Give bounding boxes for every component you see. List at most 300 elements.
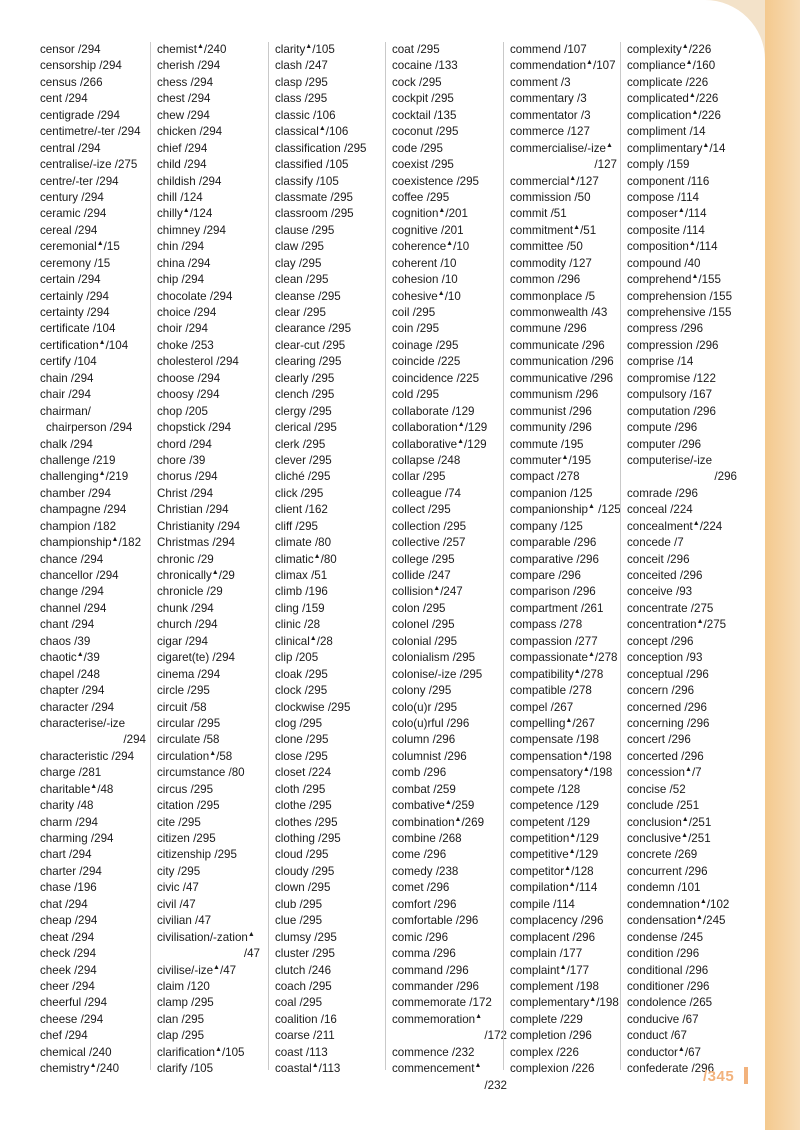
index-entry: clockwise /295 — [275, 700, 351, 714]
index-entry: coexistence /295 — [392, 174, 480, 188]
index-entry: condemnation▲/102 — [627, 897, 730, 911]
page-edge-tab — [765, 0, 800, 1130]
index-entry: complexity▲/226 — [627, 43, 712, 56]
index-entry: commerce /127 — [510, 125, 590, 139]
index-entry: chair /294 — [40, 388, 91, 402]
index-entry: cockpit /295 — [392, 92, 454, 106]
index-entry: citizen /295 — [157, 832, 216, 845]
index-entry: collect /295 — [392, 503, 451, 517]
index-entry: compound /40 — [627, 256, 701, 270]
index-entry: company /125 — [510, 519, 583, 533]
index-entry: clog /295 — [275, 716, 323, 730]
index-entry: classified /105 — [275, 158, 349, 172]
index-entry: Christian /294 — [157, 503, 229, 517]
index-entry: church /294 — [157, 618, 218, 632]
index-entry: chat /294 — [40, 897, 88, 911]
index-entry: come /296 — [392, 848, 447, 862]
index-entry: combine /268 — [392, 832, 462, 845]
index-entry: colleague /74 — [392, 486, 461, 500]
index-entry: ceramic /294 — [40, 207, 107, 221]
index-entry: change /294 — [40, 585, 104, 599]
index-entry: cheese /294 — [40, 1012, 104, 1026]
index-entry: coarse /211 — [275, 1029, 335, 1043]
index-entry: clay /295 — [275, 256, 322, 270]
index-entry: command /296 — [392, 963, 469, 977]
index-entry: cognition▲/201 — [392, 207, 468, 221]
index-entry: compensate /198 — [510, 733, 599, 747]
index-entry: cloud /295 — [275, 848, 329, 862]
index-entry: commander /296 — [392, 979, 479, 993]
index-entry: compliment /14 — [627, 125, 706, 139]
index-entry: chip /294 — [157, 273, 205, 287]
index-entry: conceptual /296 — [627, 667, 709, 681]
index-entry: clown /295 — [275, 881, 331, 895]
index-entry: cold /295 — [392, 388, 440, 402]
index-entry: clinical▲/28 — [275, 634, 333, 648]
index-entry: comfortable /296 — [392, 914, 479, 928]
index-entry: close /295 — [275, 749, 328, 763]
index-entry: colonialism /295 — [392, 651, 476, 665]
index-entry: comprise /14 — [627, 355, 694, 369]
index-entry: composition▲/114 — [627, 240, 718, 254]
index-entry: champagne /294 — [40, 503, 127, 517]
index-entry: complain /177 — [510, 947, 583, 961]
index-entry: charitable▲/48 — [40, 782, 114, 796]
index-entry: communism /296 — [510, 388, 599, 402]
index-entry: complete /229 — [510, 1012, 583, 1026]
index-entry: compatible /278 — [510, 684, 592, 698]
index-entry: characterise/-ize — [40, 716, 126, 730]
index-entry: cereal /294 — [40, 223, 98, 237]
index-entry: combat /259 — [392, 782, 456, 796]
index-entry: comparative /296 — [510, 552, 599, 566]
index-entry: championship▲/182 — [40, 536, 142, 550]
index-entry: compromise /122 — [627, 371, 716, 385]
index-entry: channel /294 — [40, 601, 107, 615]
index-entry: commitment▲/51 — [510, 223, 597, 237]
index-entry: complacency /296 — [510, 914, 604, 928]
index-entry: composite /114 — [627, 223, 705, 237]
index-entry: cock /295 — [392, 75, 442, 89]
index-entry: circuit /58 — [157, 700, 207, 714]
index-entry: commencement▲ — [392, 1062, 482, 1076]
index-entry: challenge /219 — [40, 453, 116, 467]
index-entry: concentration▲/275 — [627, 618, 727, 632]
index-entry: /294 — [123, 733, 146, 747]
index-entry: cigaret(te) /294 — [157, 651, 235, 665]
index-entry: chronic /29 — [157, 552, 214, 566]
index-entry: coincidence /225 — [392, 371, 480, 385]
index-column-3 — [275, 42, 378, 1078]
index-entry: competent /129 — [510, 815, 590, 829]
index-entry: complex /226 — [510, 1045, 579, 1059]
index-entry: cluster /295 — [275, 947, 335, 961]
index-entry: /172 — [484, 1029, 507, 1043]
index-entry: coexist /295 — [392, 158, 454, 172]
index-entry: Christianity /294 — [157, 519, 241, 533]
index-entry: cheap /294 — [40, 914, 98, 928]
index-entry: colonial /295 — [392, 634, 458, 648]
index-entry: college /295 — [392, 552, 455, 566]
index-entry: coastal▲/113 — [275, 1062, 341, 1076]
index-entry: competition▲/129 — [510, 832, 599, 845]
index-entry: cinema /294 — [157, 667, 221, 681]
index-entry: concurrent /296 — [627, 864, 708, 878]
index-entry: compass /278 — [510, 618, 583, 632]
index-entry: commute /195 — [510, 437, 584, 451]
index-entry: conductor▲/67 — [627, 1045, 701, 1059]
index-entry: circle /295 — [157, 684, 210, 698]
index-entry: collision▲/247 — [392, 585, 463, 599]
index-entry: communication /296 — [510, 355, 614, 369]
index-entry: compilation▲/114 — [510, 881, 598, 895]
index-entry: chunk /294 — [157, 601, 214, 615]
index-entry: complimentary▲/14 — [627, 141, 726, 155]
index-entry: compensation▲/198 — [510, 749, 612, 763]
index-entry: certainty /294 — [40, 306, 110, 319]
index-entry: clear /295 — [275, 306, 326, 319]
index-entry: civilian /47 — [157, 914, 212, 928]
index-entry: cheat /294 — [40, 930, 95, 944]
index-entry: columnist /296 — [392, 749, 467, 763]
page-number-bar — [744, 1067, 748, 1084]
index-entry: compete /128 — [510, 782, 581, 796]
index-entry: component /116 — [627, 174, 710, 188]
index-entry: concerning /296 — [627, 716, 710, 730]
index-entry: clone /295 — [275, 733, 329, 747]
index-entry: condensation▲/245 — [627, 914, 726, 928]
index-entry: comply /159 — [627, 158, 690, 172]
index-entry: citation /295 — [157, 799, 220, 813]
index-entry: certify /104 — [40, 355, 97, 369]
index-entry: compress /296 — [627, 322, 704, 336]
index-entry: compartment /261 — [510, 601, 604, 615]
index-entry: charming /294 — [40, 832, 114, 845]
index-entry: conceive /93 — [627, 585, 693, 599]
index-entry: cigar /294 — [157, 634, 208, 648]
index-entry: concerned /296 — [627, 700, 707, 714]
index-entry: concerted /296 — [627, 749, 704, 763]
index-entry: conclusion▲/251 — [627, 815, 712, 829]
index-entry: commence /232 — [392, 1045, 475, 1059]
index-entry: claim /120 — [157, 979, 210, 993]
index-entry: clothes /295 — [275, 815, 338, 829]
index-entry: complaint▲/177 — [510, 963, 590, 977]
index-entry: complication▲/226 — [627, 108, 721, 122]
index-entry: commemoration▲ — [392, 1012, 483, 1026]
index-entry: concentrate /275 — [627, 601, 714, 615]
index-entry: comment /3 — [510, 75, 571, 89]
index-entry: chemical /240 — [40, 1045, 112, 1059]
index-entry: collection /295 — [392, 519, 467, 533]
index-entry: conceit /296 — [627, 552, 690, 566]
index-entry: conception /93 — [627, 651, 703, 665]
index-entry: coffee /295 — [392, 190, 450, 204]
index-entry: civic /47 — [157, 881, 199, 895]
index-entry: complacent /296 — [510, 930, 596, 944]
index-entry: chief /294 — [157, 141, 208, 155]
index-entry: concession▲/7 — [627, 766, 702, 780]
index-entry: comfort /296 — [392, 897, 457, 911]
index-entry: character /294 — [40, 700, 115, 714]
index-entry: charge /281 — [40, 766, 102, 780]
index-entry: coast /113 — [275, 1045, 328, 1059]
index-entry: comprehensive /155 — [627, 306, 732, 319]
index-entry: commonwealth /43 — [510, 306, 608, 319]
index-entry: cocktail /135 — [392, 108, 457, 122]
index-entry: computer /296 — [627, 437, 702, 451]
index-entry: classification /295 — [275, 141, 367, 155]
index-entry: comprehension /155 — [627, 289, 733, 303]
index-entry: clutch /246 — [275, 963, 332, 977]
index-entry: chain /294 — [40, 371, 94, 385]
index-entry: clearly /295 — [275, 371, 335, 385]
index-entry: communicate /296 — [510, 338, 605, 352]
index-entry: conclude /251 — [627, 799, 700, 813]
index-entry: conducive /67 — [627, 1012, 699, 1026]
index-entry: clearing /295 — [275, 355, 342, 369]
index-entry: comparable /296 — [510, 536, 597, 550]
index-entry: clean /295 — [275, 273, 329, 287]
index-entry: cohesion /10 — [392, 273, 458, 287]
index-entry: ceremonial▲/15 — [40, 240, 120, 254]
index-entry: compelling▲/267 — [510, 716, 595, 730]
index-entry: commune /296 — [510, 322, 587, 336]
index-entry: combative▲/259 — [392, 799, 475, 813]
index-entry: collective /257 — [392, 536, 466, 550]
index-entry: comparison /296 — [510, 585, 596, 599]
index-entry: clergy /295 — [275, 404, 332, 418]
index-entry: complementary▲/198 — [510, 996, 619, 1010]
index-entry: coin /295 — [392, 322, 440, 336]
index-entry: colo(u)rful /296 — [392, 716, 470, 730]
index-entry: chopstick /294 — [157, 421, 232, 435]
index-entry: census /266 — [40, 75, 103, 89]
index-entry: common /296 — [510, 273, 581, 287]
index-entry: conditional /296 — [627, 963, 709, 977]
index-entry: chalk /294 — [40, 437, 93, 451]
index-entry: computerise/-ize — [627, 453, 713, 467]
index-entry: chord /294 — [157, 437, 212, 451]
index-entry: ceremony /15 — [40, 256, 111, 270]
index-entry: completion /296 — [510, 1029, 592, 1043]
index-entry: comrade /296 — [627, 486, 698, 500]
index-entry: colo(u)r /295 — [392, 700, 458, 714]
index-entry: clan /295 — [157, 1012, 205, 1026]
index-entry: classical▲/106 — [275, 125, 349, 139]
index-entry: compute /296 — [627, 421, 698, 435]
index-entry: condense /245 — [627, 930, 704, 944]
index-entry: cloth /295 — [275, 782, 326, 796]
index-entry: code /295 — [392, 141, 443, 155]
index-entry: city /295 — [157, 864, 201, 878]
index-entry: classmate /295 — [275, 190, 353, 204]
index-entry: chairperson /294 — [46, 421, 133, 435]
index-entry: complicate /226 — [627, 75, 709, 89]
index-entry: chance /294 — [40, 552, 104, 566]
index-entry: Christ /294 — [157, 486, 214, 500]
index-entry: competitor▲/128 — [510, 864, 594, 878]
index-entry: choosy /294 — [157, 388, 220, 402]
index-entry: clamp /295 — [157, 996, 214, 1010]
index-entry: chart /294 — [40, 848, 92, 862]
index-entry: coil /295 — [392, 306, 436, 319]
index-entry: cheek /294 — [40, 963, 97, 977]
index-entry: citizenship /295 — [157, 848, 237, 862]
index-entry: check /294 — [40, 947, 97, 961]
index-entry: coconut /295 — [392, 125, 459, 139]
index-entry: chop /205 — [157, 404, 208, 418]
index-entry: colonel /295 — [392, 618, 455, 632]
index-entry: champion /182 — [40, 519, 117, 533]
index-entry: classic /106 — [275, 108, 336, 122]
index-entry: chin /294 — [157, 240, 205, 254]
index-entry: chore /39 — [157, 453, 206, 467]
index-entry: chancellor /294 — [40, 569, 119, 582]
index-entry: challenging▲/219 — [40, 470, 129, 484]
index-entry: concede /7 — [627, 536, 684, 550]
index-entry: compare /296 — [510, 569, 581, 582]
index-entry: column /296 — [392, 733, 456, 747]
index-entry: click /295 — [275, 486, 324, 500]
index-entry: colon /295 — [392, 601, 446, 615]
index-entry: coinage /295 — [392, 338, 459, 352]
index-entry: cloak /295 — [275, 667, 328, 681]
index-entry: charm /294 — [40, 815, 98, 829]
index-entry: childish /294 — [157, 174, 222, 188]
index-entry: classify /105 — [275, 174, 339, 188]
index-entry: cherish /294 — [157, 59, 221, 73]
index-entry: client /162 — [275, 503, 328, 517]
index-entry: clue /295 — [275, 914, 323, 928]
index-entry: centre/-ter /294 — [40, 174, 119, 188]
index-entry: complicated▲/226 — [627, 92, 719, 106]
index-entry: chill /124 — [157, 190, 203, 204]
index-entry: condolence /265 — [627, 996, 713, 1010]
index-entry: composer▲/114 — [627, 207, 707, 221]
index-entry: coal /295 — [275, 996, 323, 1010]
index-entry: conduct /67 — [627, 1029, 687, 1043]
index-entry: communicative /296 — [510, 371, 614, 385]
index-entry: chaotic▲/39 — [40, 651, 100, 665]
index-entry: central /294 — [40, 141, 101, 155]
index-entry: condemn /101 — [627, 881, 701, 895]
index-column-1 — [40, 42, 146, 1078]
index-entry: conditioner /296 — [627, 979, 710, 993]
index-entry: commodity /127 — [510, 256, 592, 270]
index-entry: chapter /294 — [40, 684, 105, 698]
index-entry: cliché /295 — [275, 470, 331, 484]
index-entry: companion /125 — [510, 486, 593, 500]
index-entry: cliff /295 — [275, 519, 318, 533]
index-entry: compatibility▲/278 — [510, 667, 604, 681]
index-entry: clinic /28 — [275, 618, 321, 632]
index-entry: commentary /3 — [510, 92, 587, 106]
index-entry: charity /48 — [40, 799, 94, 813]
index-entry: collapse /248 — [392, 453, 461, 467]
index-entry: climb /196 — [275, 585, 328, 599]
index-entry: chorus /294 — [157, 470, 218, 484]
index-entry: clarification▲/105 — [157, 1045, 245, 1059]
index-entry: commentator /3 — [510, 108, 591, 122]
index-entry: charter /294 — [40, 864, 102, 878]
index-entry: circulate /58 — [157, 733, 220, 747]
index-entry: chant /294 — [40, 618, 95, 632]
index-entry: commendation▲/107 — [510, 59, 616, 73]
index-entry: conclusive▲/251 — [627, 832, 711, 845]
index-entry: choose /294 — [157, 371, 221, 385]
index-entry: chocolate /294 — [157, 289, 233, 303]
index-column-5 — [510, 42, 621, 1078]
index-entry: chimney /294 — [157, 223, 226, 237]
index-entry: civil /47 — [157, 897, 196, 911]
index-entry: chamber /294 — [40, 486, 111, 500]
index-entry: centigrade /294 — [40, 108, 120, 122]
index-entry: commuter▲/195 — [510, 453, 592, 467]
index-entry: comic /296 — [392, 930, 449, 944]
index-entry: coherence▲/10 — [392, 240, 470, 254]
index-entry: compulsory /167 — [627, 388, 713, 402]
index-entry: colony /295 — [392, 684, 452, 698]
index-entry: closet /224 — [275, 766, 332, 780]
index-column-6 — [627, 42, 737, 1078]
index-entry: cohesive▲/10 — [392, 289, 461, 303]
index-entry: civilisation/-zation▲ — [157, 930, 255, 944]
index-entry: concealment▲/224 — [627, 519, 723, 533]
index-entry: commission /50 — [510, 190, 591, 204]
index-entry: competence /129 — [510, 799, 599, 813]
index-entry: clench /295 — [275, 388, 335, 402]
index-entry: compliance▲/160 — [627, 59, 716, 73]
index-entry: competitive▲/129 — [510, 848, 599, 862]
index-entry: climate /80 — [275, 536, 332, 550]
index-entry: clearance /295 — [275, 322, 352, 336]
index-entry: cling /159 — [275, 601, 325, 615]
index-entry: cheerful /294 — [40, 996, 108, 1010]
index-entry: chemistry▲/240 — [40, 1062, 120, 1076]
index-entry: compose /114 — [627, 190, 699, 204]
index-entry: cheer /294 — [40, 979, 95, 993]
index-entry: coherent /10 — [392, 256, 457, 270]
index-entry: clear-cut /295 — [275, 338, 346, 352]
index-entry: chronicle /29 — [157, 585, 223, 599]
index-entry: concern /296 — [627, 684, 695, 698]
index-entry: climax /51 — [275, 569, 328, 582]
index-entry: coach /295 — [275, 979, 332, 993]
index-entry: compassion /277 — [510, 634, 598, 648]
index-entry: censor /294 — [40, 43, 101, 56]
index-entry: climatic▲/80 — [275, 552, 337, 566]
index-entry: clarity▲/105 — [275, 43, 335, 56]
index-entry: collide /247 — [392, 569, 451, 582]
index-column-4 — [392, 42, 507, 1094]
index-entry: comedy /238 — [392, 864, 459, 878]
index-entry: compile /114 — [510, 897, 575, 911]
index-entry: club /295 — [275, 897, 323, 911]
index-entry: circus /295 — [157, 782, 214, 796]
index-entry: coalition /16 — [275, 1012, 337, 1026]
index-entry: collaboration▲/129 — [392, 421, 488, 435]
index-entry: compassionate▲/278 — [510, 651, 618, 665]
index-entry: conceited /296 — [627, 569, 703, 582]
index-entry: child /294 — [157, 158, 207, 172]
index-entry: collaborative▲/129 — [392, 437, 487, 451]
index-entry: compel /267 — [510, 700, 574, 714]
index-entry: collaborate /129 — [392, 404, 475, 418]
index-entry: comprehend▲/155 — [627, 273, 721, 287]
index-entry: cocaine /133 — [392, 59, 458, 73]
index-entry: concept /296 — [627, 634, 694, 648]
